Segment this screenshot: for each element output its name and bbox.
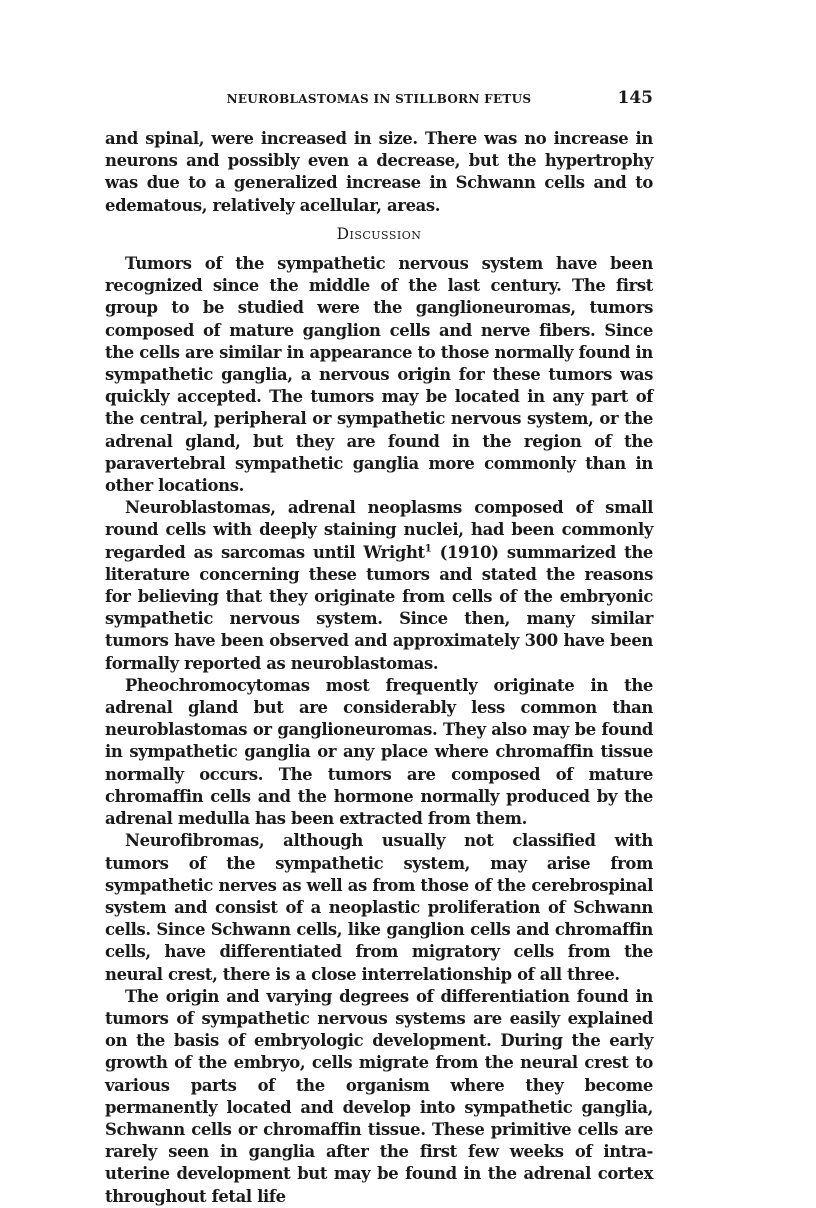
body-text [105, 128, 653, 1208]
paragraph-origin: The origin and varying degrees of differentiation found in tumors of sympathetic nervous systems are easily explained on the basis of embryologic development. During the early growth of the embryo, cells migrate from the neural crest to various parts of the organism where they become permanently located and develop into sympathetic ganglia, Schwann cells or chromaffin tissue. These primitive cells are rarely seen in ganglia after the first few weeks of intra-uterine development but may be found in the adrenal cortex throughout fetal life [105, 986, 653, 1206]
page-number: 145 [617, 88, 653, 108]
running-title: NEUROBLASTOMAS IN STILLBORN FETUS [226, 92, 532, 106]
running-head [105, 88, 653, 110]
paragraph-neurofibromas: Neurofibromas, although usually not classified with tumors of the sympathetic system, may arise from sympathetic nerves as well as from those of the cerebrospinal system and consist of a neoplastic proliferation of Schwann cells. Since Schwann cells, like ganglion cells and chromaffin cells, have differentiated from migratory cells from the neural crest, there is a close interrelationship of all three. [105, 831, 653, 984]
section-heading-discussion: Discussion [336, 224, 422, 243]
paragraph-neuroblastomas-part-b: (1910) summarized the literature concerning these tumors and stated the reasons for believing that they originate from cells of the embryonic sympathetic nervous system. Since then, many similar tumors have been observed and approximately 300 have been formally reported as neuroblastomas. [105, 542, 653, 673]
footnote-reference: 1 [424, 543, 432, 555]
paragraph-continuation: and spinal, were increased in size. There was no increase in neurons and possibly even a decrease, but the hypertrophy was due to a generalized increase in Schwann cells and to edematous, relatively acellular, areas. [105, 129, 653, 215]
paragraph-neuroblastomas-part-a: Neuroblastomas, adrenal neoplasms composed of small round cells with deeply staining nuclei, had been commonly regarded as sarcomas until Wright [105, 498, 653, 562]
paragraph-neuroblastomas [105, 497, 653, 675]
paragraph-pheochromocytomas: Pheochromocytomas most frequently originate in the adrenal gland but are considerably less common than neuroblastomas or ganglioneuromas. They also may be found in sympathetic ganglia or any place where chromaffin tissue normally occurs. The tumors are composed of mature chromaffin cells and the hormone normally produced by the adrenal medulla has been extracted from them. [105, 675, 653, 829]
paragraph-tumors: Tumors of the sympathetic nervous system have been recognized since the middle of the last century. The first group to be studied were the ganglioneuromas, tumors composed of mature ganglion cells and nerve fibers. Since the cells are similar in appearance to those normally found in sympathetic ganglia, a nervous origin for these tumors was quickly accepted. The tumors may be located in any part of the central, peripheral or sympathetic nervous system, or the adrenal gland, but they are found in the region of the paravertebral sympathetic ganglia more commonly than in other locations. [105, 254, 653, 496]
